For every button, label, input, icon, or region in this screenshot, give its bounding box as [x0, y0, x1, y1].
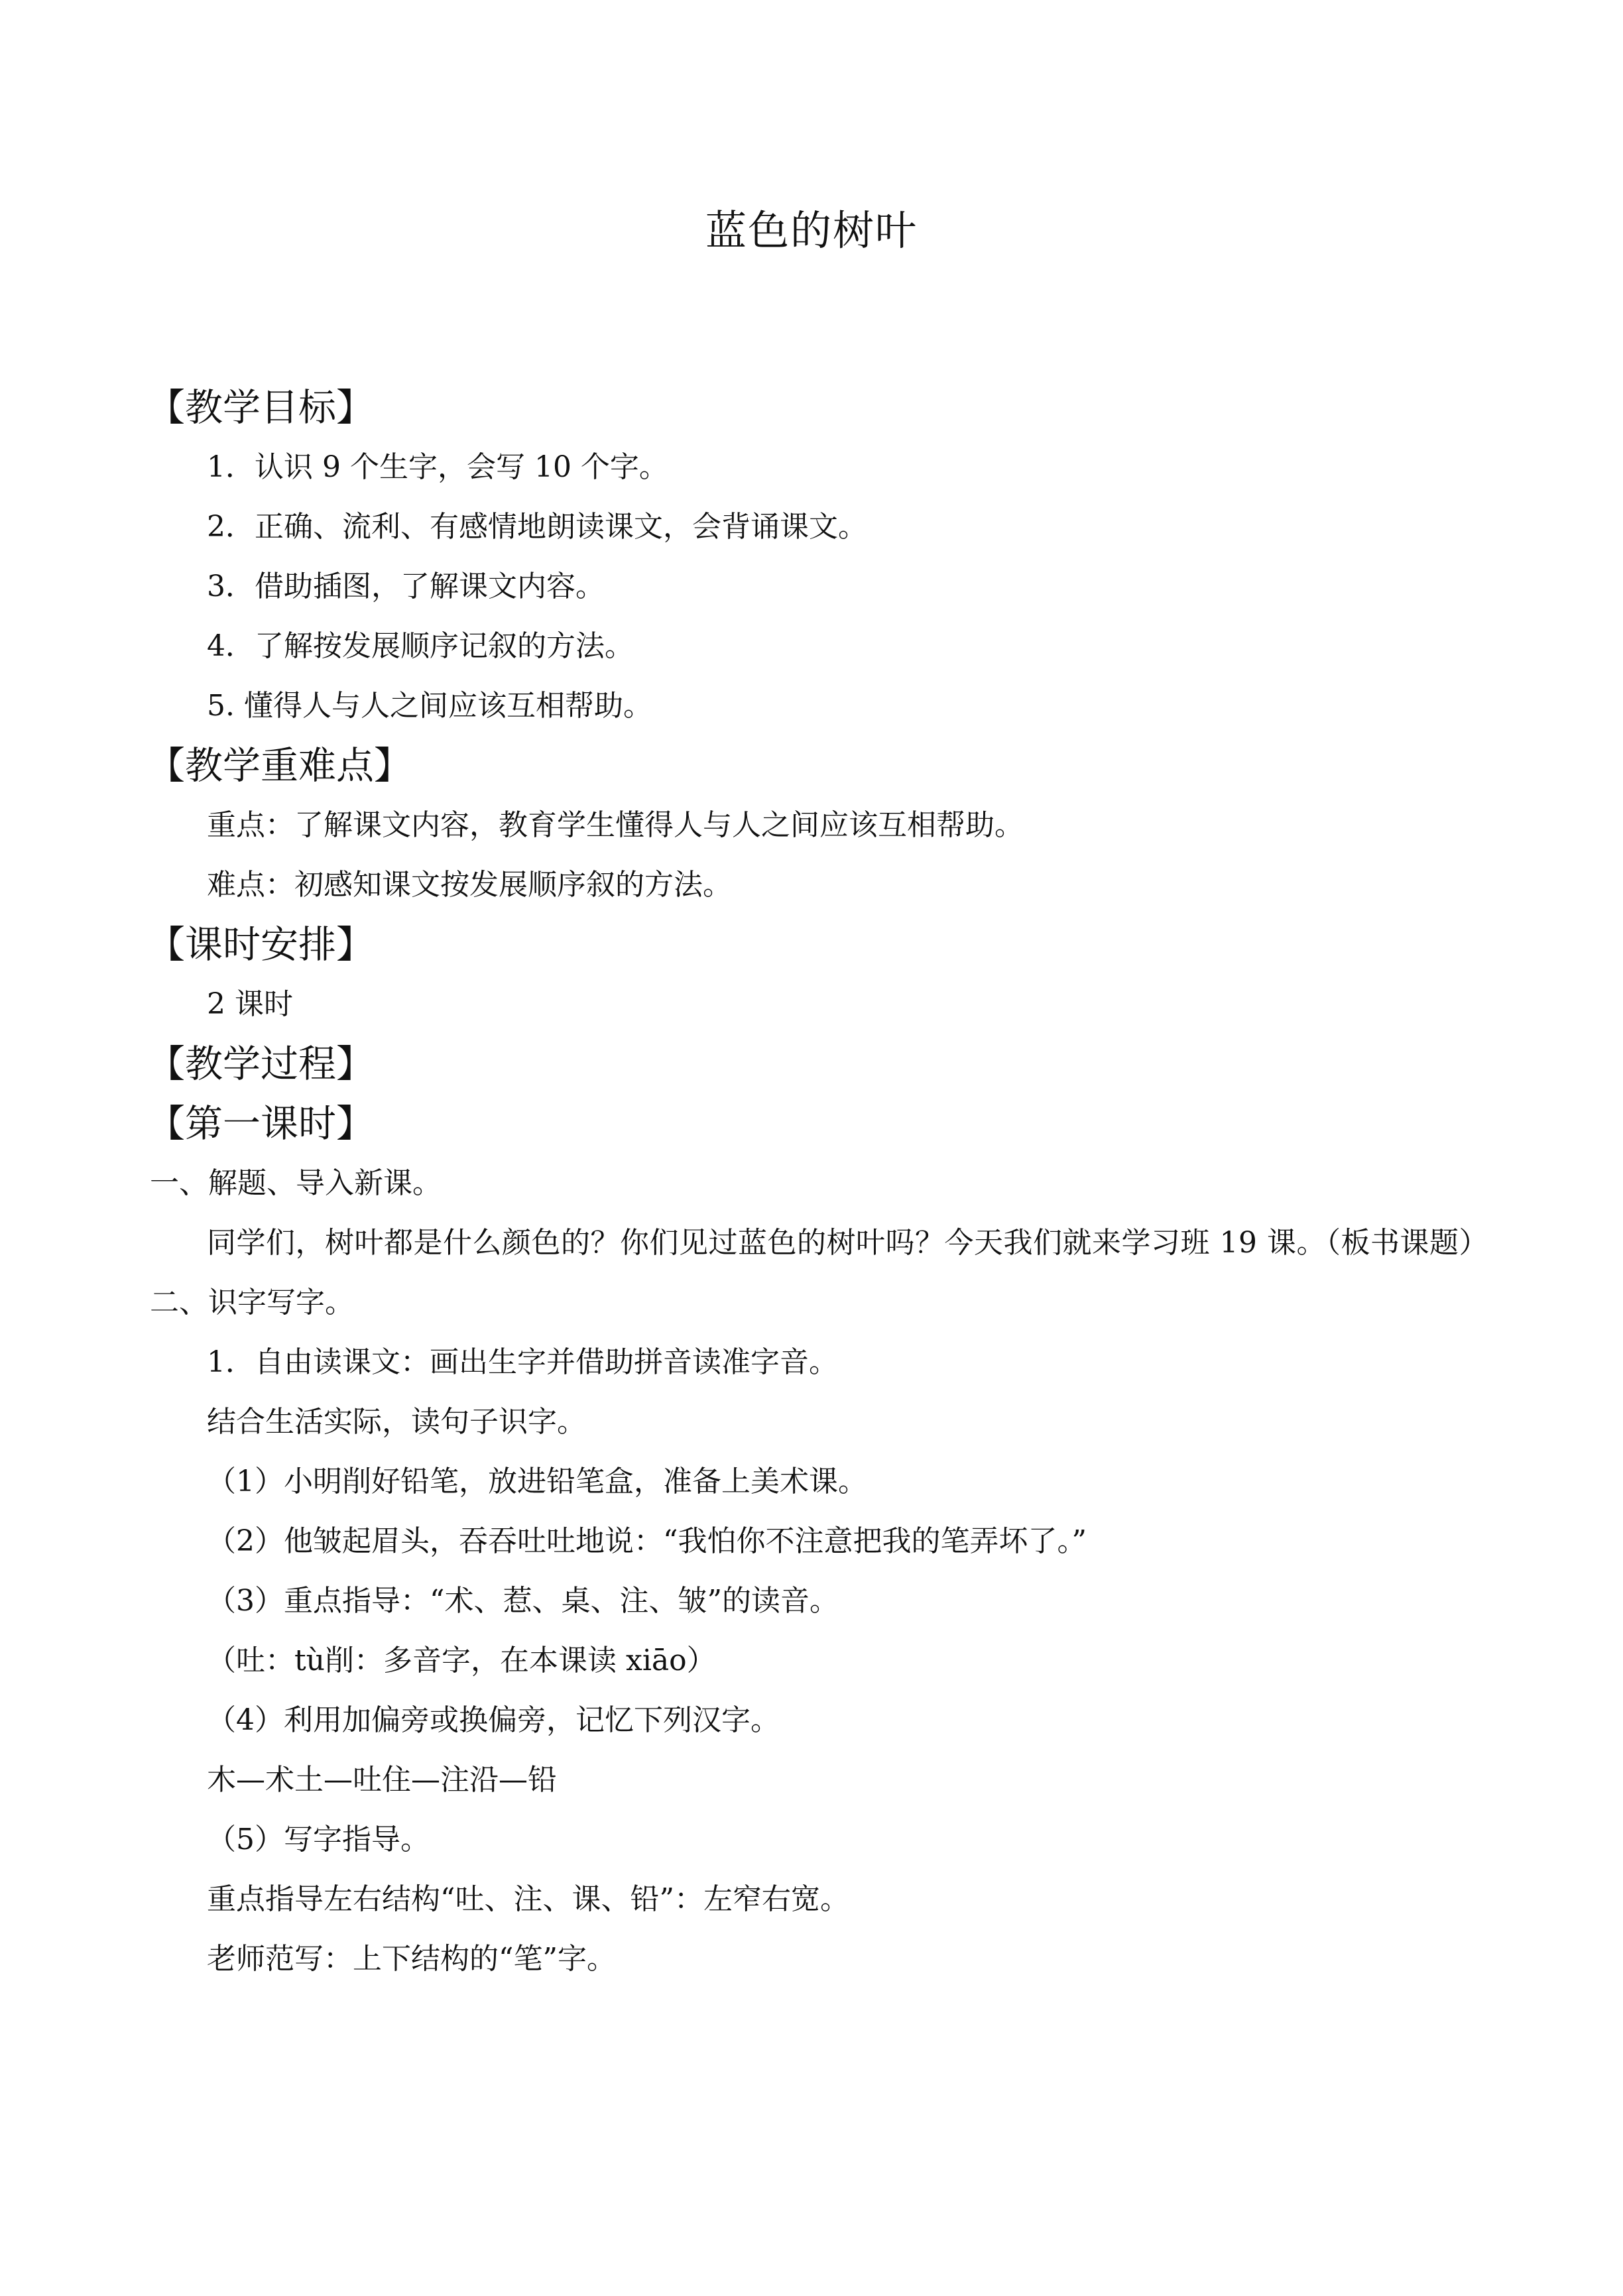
schedule-heading: 【课时安排】	[147, 923, 374, 967]
objective-item: 5. 懂得人与人之间应该互相帮助。	[207, 689, 652, 723]
objectives-heading: 【教学目标】	[147, 386, 374, 430]
schedule-text: 2 课时	[207, 987, 293, 1021]
key-point-item: 难点：初感知课文按发展顺序叙的方法。	[207, 868, 732, 902]
process-heading: 【教学过程】	[147, 1042, 374, 1086]
section1-paragraph: 同学们，树叶都是什么颜色的？你们见过蓝色的树叶吗？今天我们就来学习班 19 课。（板书课题）	[207, 1226, 1488, 1260]
lesson-line: （1）小明削好铅笔，放进铅笔盒，准备上美术课。	[207, 1465, 867, 1498]
section1-title: 一、解题、导入新课。	[150, 1166, 442, 1200]
lesson-line: 木—术土—吐住—注沿—铅	[207, 1763, 557, 1797]
lesson-line: （2）他皱起眉头，吞吞吐吐地说：“我怕你不注意把我的笔弄坏了。”	[207, 1524, 1087, 1558]
objective-item: 4．了解按发展顺序记叙的方法。	[207, 629, 634, 663]
lesson-line: （3）重点指导：“术、惹、桌、注、皱”的读音。	[207, 1584, 839, 1618]
lesson-line: 1．自由读课文：画出生字并借助拼音读准字音。	[207, 1345, 838, 1379]
objective-item: 3．借助插图，了解课文内容。	[207, 570, 605, 603]
lesson-line: 老师范写：上下结构的“笔”字。	[207, 1942, 616, 1976]
lesson-line: （4）利用加偏旁或换偏旁，记忆下列汉字。	[207, 1703, 780, 1737]
key-points-heading: 【教学重难点】	[147, 744, 412, 788]
section2-title: 二、识字写字。	[150, 1286, 354, 1319]
lesson-line: （吐：tù削：多音字，在本课读 xiāo）	[207, 1644, 716, 1677]
lesson1-heading: 【第一课时】	[147, 1102, 374, 1146]
lesson-line: （5）写字指导。	[207, 1823, 430, 1856]
lesson-line: 重点指导左右结构“吐、注、课、铅”：左窄右宽。	[207, 1882, 849, 1916]
lesson-line: 结合生活实际，读句子识字。	[207, 1405, 586, 1439]
objective-item: 2．正确、流利、有感情地朗读课文，会背诵课文。	[207, 510, 867, 544]
document-body	[147, 378, 1488, 1989]
key-point-item: 重点：了解课文内容，教育学生懂得人与人之间应该互相帮助。	[207, 808, 1024, 842]
document-title: 蓝色的树叶	[705, 206, 918, 255]
objective-item: 1．认识 9 个生字，会写 10 个字。	[207, 450, 668, 484]
